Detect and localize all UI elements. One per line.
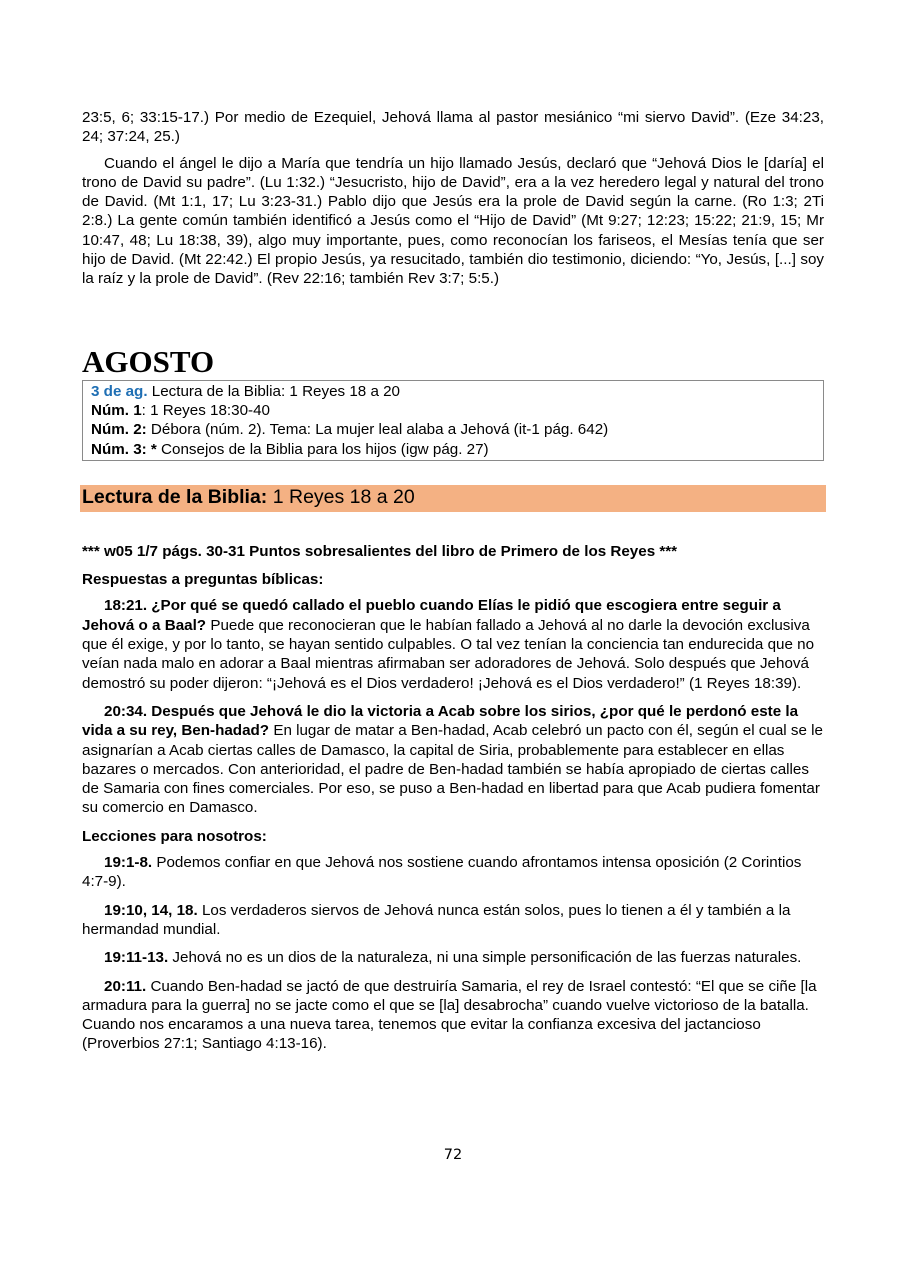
section-heading-band: [80, 485, 826, 512]
answers-heading: Respuestas a preguntas bíblicas:: [82, 571, 324, 589]
page-number: 72: [443, 1147, 463, 1163]
num1-label: Núm. 1: [91, 401, 142, 419]
lesson-ref: 19:11-13.: [104, 949, 169, 967]
num3-label: Núm. 3: *: [91, 440, 157, 458]
lesson-ref: 19:10, 14, 18.: [104, 901, 198, 919]
lesson-text: Los verdaderos siervos de Jehová nunca están solos, pues lo tienen a él y también a la hermandad mundial.: [82, 901, 791, 938]
lesson-text: Jehová no es un dios de la naturaleza, ni una simple personificación de las fuerzas naturales.: [168, 949, 802, 967]
intro-paragraph-2: Cuando el ángel le dijo a María que tendría un hijo llamado Jesús, declaró que “Jehová Dios le [daría] el trono de David su padre”. (Lu 1:32.) “Jesucristo, hijo de David”, era a la vez heredero legal y natural del trono de David. (Mt 1:1, 17; Lu 3:23-31.) Pablo dijo que Jesús era la prole de David según la carne. (Ro 1:3; 2Ti 2:8.) La gente común también identificó a Jesús como el “Hijo de David” (Mt 9:27; 12:23; 15:22; 21:9, 15; Mr 10:47, 48; Lu 18:38, 39), algo muy importante, pues, como reconocían los fariseos, el Mesías tenía que ser hijo de David. (Mt 22:42.) El propio Jesús, ya resucitado, también dio testimonio, diciendo: “Yo, Jesús, [...] soy la raíz y la prole de David”. (Rev 22:16; también Rev 3:7; 5:5.): [82, 154, 824, 288]
source-line: *** w05 1/7 págs. 30-31 Puntos sobresalientes del libro de Primero de los Reyes ***: [82, 542, 678, 560]
num1-text: : 1 Reyes 18:30-40: [141, 401, 270, 419]
month-heading: AGOSTO: [82, 343, 215, 379]
lesson-paragraph: [82, 901, 824, 940]
page-body: [82, 108, 824, 1063]
answer-question: 18:21. ¿Por qué se quedó callado el pueblo cuando Elías le pidió que escogiera entre seguir a Jehová o a Baal?: [82, 597, 781, 634]
schedule-reading: Lectura de la Biblia: 1 Reyes 18 a 20: [147, 382, 401, 400]
answer-text: En lugar de matar a Ben-hadad, Acab celebró un pacto con él, según el cual se le asignarían a Acab ciertas calles de Damasco, la capital de Siria, probablemente para establecer en ellas bazares o mercados. Con anterioridad, el padre de Ben-hadad también se había apropiado de ciertas calles de Samaria con fines comerciales. Por eso, se puso a Ben-hadad en libertad para que Acab pudiera fomentar su comercio en Damasco.: [82, 722, 823, 817]
intro-paragraph-1: 23:5, 6; 33:15-17.) Por medio de Ezequiel, Jehová llama al pastor mesiánico “mi siervo David”. (Eze 34:23, 24; 37:24, 25.): [82, 109, 824, 146]
answer-paragraph: [82, 596, 824, 692]
lessons-heading: Lecciones para nosotros:: [82, 827, 267, 845]
schedule-reading-line: [91, 382, 815, 401]
num2-label: Núm. 2:: [91, 421, 147, 439]
schedule-num2-line: [91, 420, 815, 439]
schedule-box: [82, 380, 824, 461]
lesson-text: Podemos confiar en que Jehová nos sostiene cuando afrontamos intensa oposición (2 Corintios 4:7-9).: [82, 854, 802, 891]
schedule-num1-line: [91, 401, 815, 420]
answer-question: 20:34. Después que Jehová le dio la victoria a Acab sobre los sirios, ¿por qué le perdonó este la vida a su rey, Ben-hadad?: [82, 702, 799, 740]
answer-text: Puede que reconocieran que le habían fallado a Jehová al no darle la devoción exclusiva que él exige, y por lo tanto, se hayan sentido culpables. O tal vez tenían la conciencia tan endurecida que no veían nada malo en adorar a Baal mientras afirmaban ser adoradores de Jehová. Solo después que Jehová demostró su poder dijeron: “¡Jehová es el Dios verdadero! ¡Jehová es el Dios verdadero!” (1 Reyes 18:39).: [82, 616, 815, 692]
section-text: 1 Reyes 18 a 20: [267, 485, 415, 508]
lesson-paragraph: [82, 948, 824, 967]
lesson-paragraph: [82, 977, 824, 1054]
lesson-text: Cuando Ben-hadad se jactó de que destruiría Samaria, el rey de Israel contestó: “El que se ciñe [la armadura para la guerra] no se jacte como el que se [la] desabrocha” cuando vuelve victorioso de la batalla. Cuando nos encaramos a una nueva tarea, tenemos que evitar la confianza excesiva del jactancioso (Proverbios 27:1; Santiago 4:13-16).: [82, 977, 817, 1053]
schedule-num3-line: [91, 440, 815, 459]
schedule-date: 3 de ag.: [91, 382, 148, 400]
lesson-ref: 19:1-8.: [104, 854, 153, 872]
lesson-paragraph: [82, 853, 824, 892]
lesson-ref: 20:11.: [104, 977, 147, 995]
num2-text: Débora (núm. 2). Tema: La mujer leal alaba a Jehová (it-1 pág. 642): [146, 421, 609, 439]
num3-text: Consejos de la Biblia para los hijos (igw pág. 27): [156, 440, 489, 458]
section-label: Lectura de la Biblia:: [82, 485, 268, 508]
answer-paragraph: [82, 702, 824, 818]
